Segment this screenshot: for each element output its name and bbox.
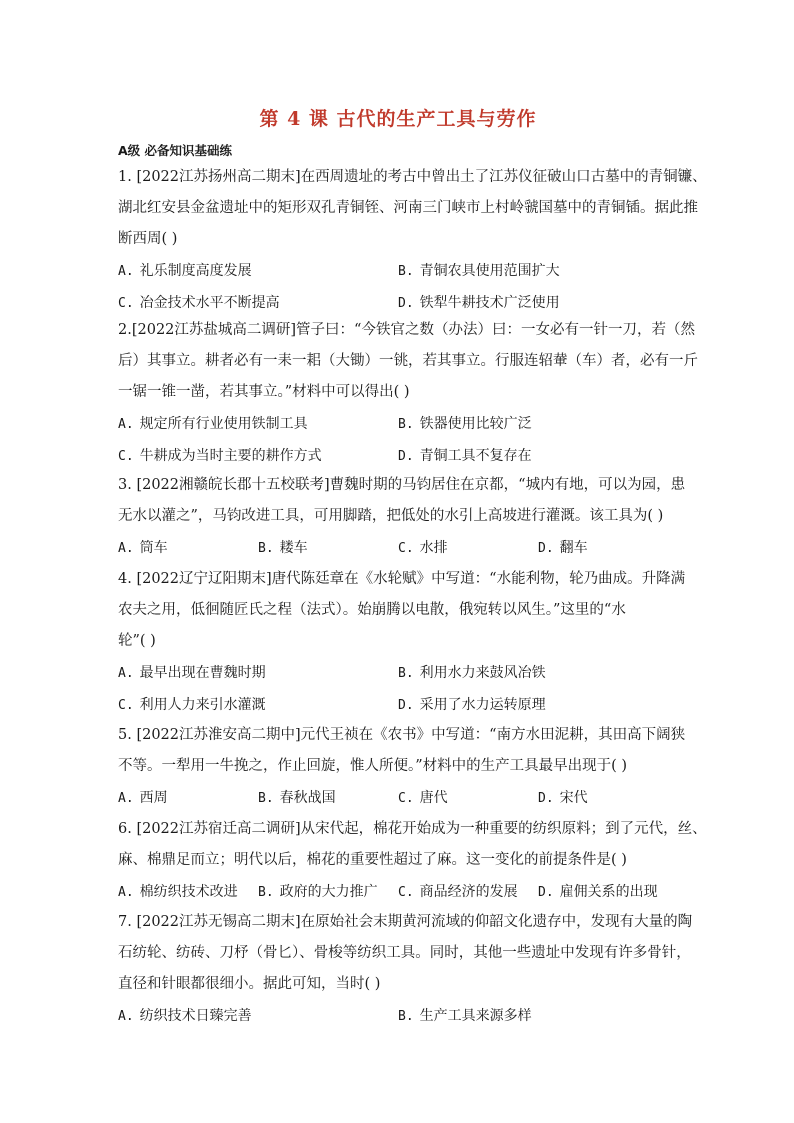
question-stem-line: 无水以灌之”，马钧改进工具，可用脚踏，把低处的水引上高坡进行灌溉。该工具为( ) [118, 508, 664, 524]
option-c[interactable]: C. 水排 [398, 539, 448, 556]
option-c[interactable]: C. 冶金技术水平不断提高 [118, 294, 280, 311]
question-stem-line: 直径和针眼都很细小。据此可知，当时( ) [118, 976, 381, 992]
options-row [118, 876, 678, 908]
question-5 [118, 720, 686, 814]
options-row [118, 532, 678, 564]
question-2 [118, 315, 698, 472]
section-heading: A级 必备知识基础练 [118, 143, 233, 158]
option-d[interactable]: D. 翻车 [538, 539, 588, 556]
option-d[interactable]: D. 铁犁牛耕技术广泛使用 [398, 294, 560, 311]
option-a[interactable]: A. 规定所有行业使用铁制工具 [118, 415, 308, 432]
question-stem-line: 断西周( ) [118, 231, 178, 247]
options-row [118, 782, 678, 814]
option-a[interactable]: A. 棉纺织技术改进 [118, 883, 238, 900]
question-4 [118, 564, 686, 721]
question-stem-line: 轮”( ) [118, 633, 156, 649]
option-b[interactable]: B. 政府的大力推广 [258, 883, 378, 900]
question-stem-line: 不等。一犁用一牛挽之，作止回旋，惟人所便。”材料中的生产工具最早出现于( ) [118, 758, 628, 774]
option-d[interactable]: D. 宋代 [538, 789, 588, 806]
question-stem-line: 麻、棉鼎足而立；明代以后，棉花的重要性超过了麻。这一变化的前提条件是( ) [118, 852, 627, 868]
option-c[interactable]: C. 商品经济的发展 [398, 883, 518, 900]
option-d[interactable]: D. 采用了水力运转原理 [398, 696, 546, 713]
option-b[interactable]: B. 生产工具来源多样 [398, 1007, 532, 1024]
option-a[interactable]: A. 西周 [118, 789, 168, 806]
option-d[interactable]: D. 青铜工具不复存在 [398, 447, 532, 464]
question-stem-line: 2.[2022江苏盐城高二调研]管子曰：“今铁官之数（办法）曰：一女必有一针一刀，若（然 [118, 322, 695, 338]
question-stem-line: 1. [2022江苏扬州高二期末]在西周遗址的考古中曾出土了江苏仪征破山口古墓中的青铜镰、 [118, 169, 707, 185]
option-d[interactable]: D. 雇佣关系的出现 [538, 883, 658, 900]
option-b[interactable]: B. 青铜农具使用范围扩大 [398, 262, 560, 279]
question-stem-line: 一锯一锥一凿，若其事立。”材料中可以得出( ) [118, 384, 410, 400]
question-stem-line: 湖北红安县金盆遗址中的矩形双孔青铜铚、河南三门峡市上村岭虢国墓中的青铜锸。据此推 [118, 200, 698, 216]
option-c[interactable]: C. 利用人力来引水灌溉 [118, 696, 266, 713]
option-a[interactable]: A. 纺织技术日臻完善 [118, 1007, 252, 1024]
option-c[interactable]: C. 牛耕成为当时主要的耕作方式 [118, 447, 322, 464]
option-b[interactable]: B. 利用水力来鼓风冶铁 [398, 664, 546, 681]
question-stem-line: 农夫之用，低徊随匠氏之程（法式）。始崩腾以电散，俄宛转以风生。”这里的“水 [118, 602, 626, 618]
question-stem-line: 后）其事立。耕者必有一耒一耜（大锄）一铫，若其事立。行服连轺輂（车）者，必有一斤 [118, 353, 698, 369]
question-stem-line: 6. [2022江苏宿迁高二调研]从宋代起，棉花开始成为一种重要的纺织原料；到了元代，丝、 [118, 821, 707, 837]
question-6 [118, 814, 707, 908]
options-row [118, 657, 678, 689]
option-b[interactable]: B. 耧车 [258, 539, 308, 556]
question-7 [118, 907, 693, 1032]
options-row [118, 689, 678, 721]
question-stem-line: 3. [2022湘赣皖长郡十五校联考]曹魏时期的马钧居住在京都，“城内有地，可以为园，患 [118, 477, 686, 493]
option-c[interactable]: C. 唐代 [398, 789, 448, 806]
question-stem-line: 7. [2022江苏无锡高二期末]在原始社会末期黄河流域的仰韶文化遗存中，发现有大量的陶 [118, 914, 693, 930]
question-stem-line: 5. [2022江苏淮安高二期中]元代王祯在《农书》中写道：“南方水田泥耕，其田高下阔狭 [118, 727, 686, 743]
question-stem-line: 4. [2022辽宁辽阳期末]唐代陈廷章在《水轮赋》中写道：“水能利物，轮乃曲成。升降满 [118, 571, 686, 587]
options-row [118, 255, 678, 287]
options-row [118, 408, 678, 440]
option-a[interactable]: A. 筒车 [118, 539, 168, 556]
lesson-title: 第 4 课 古代的生产工具与劳作 [259, 108, 537, 130]
question-3 [118, 470, 686, 564]
option-a[interactable]: A. 最早出现在曹魏时期 [118, 664, 266, 681]
option-a[interactable]: A. 礼乐制度高度发展 [118, 262, 252, 279]
option-b[interactable]: B. 铁器使用比较广泛 [398, 415, 532, 432]
question-stem-line: 石纺轮、纺砖、刀杼（骨匕）、骨梭等纺织工具。同时，其他一些遗址中发现有许多骨针， [118, 945, 691, 961]
options-row [118, 1000, 678, 1032]
question-1 [118, 162, 707, 319]
options-row [118, 440, 678, 472]
option-b[interactable]: B. 春秋战国 [258, 789, 336, 806]
